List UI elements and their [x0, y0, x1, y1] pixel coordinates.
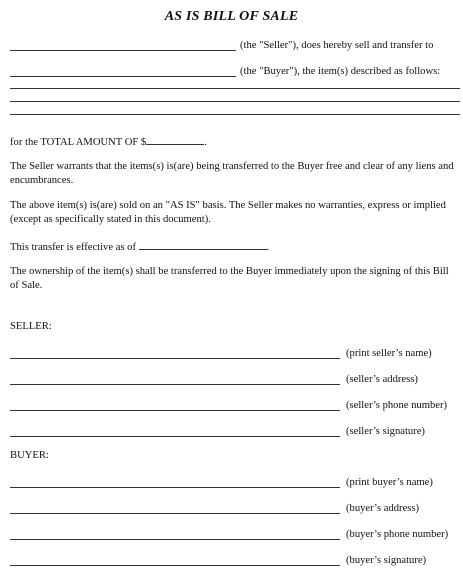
- seller-address-line[interactable]: [10, 384, 340, 385]
- effective-date-blank[interactable]: [139, 240, 267, 250]
- seller-phone-line[interactable]: [10, 410, 340, 411]
- ownership-paragraph: The ownership of the item(s) shall be transferred to the Buyer immediately upon the signing of this Bill of Sale.: [10, 266, 449, 291]
- seller-name-label: (print seller’s name): [346, 348, 432, 359]
- seller-line-suffix: (the "Seller"), does hereby sell and transfer to: [240, 40, 434, 51]
- warranty-paragraph: The Seller warrants that the items(s) is(are) being transferred to the Buyer free and clear of any liens and encumbrances.: [10, 161, 454, 186]
- buyer-name-blank[interactable]: [10, 76, 236, 77]
- buyer-phone-label: (buyer’s phone number): [346, 529, 449, 540]
- seller-heading: SELLER:: [10, 321, 52, 332]
- buyer-signature-line[interactable]: [10, 565, 340, 566]
- buyer-name-line[interactable]: [10, 487, 340, 488]
- buyer-signature-label: (buyer’s signature): [346, 555, 427, 566]
- total-amount-line: [10, 135, 207, 149]
- seller-signature-label: (seller’s signature): [346, 426, 425, 437]
- as-is-paragraph: The above item(s) is(are) sold on an "AS IS" basis. The Seller makes no warranties, express or implied (except as specifically stated in this document).: [10, 200, 446, 225]
- buyer-address-label: (buyer’s address): [346, 503, 420, 514]
- effective-date-suffix: .: [266, 242, 270, 253]
- total-amount-prefix: for the TOTAL AMOUNT OF $: [10, 137, 147, 148]
- item-description-line[interactable]: [10, 101, 460, 102]
- seller-signature-line[interactable]: [10, 436, 340, 437]
- effective-date-line: [10, 240, 269, 254]
- seller-name-blank[interactable]: [10, 50, 236, 51]
- buyer-address-line[interactable]: [10, 513, 340, 514]
- seller-address-label: (seller’s address): [346, 374, 418, 385]
- total-amount-blank[interactable]: [146, 135, 204, 145]
- buyer-heading: BUYER:: [10, 450, 49, 461]
- item-description-line[interactable]: [10, 88, 460, 89]
- seller-name-line[interactable]: [10, 358, 340, 359]
- buyer-name-label: (print buyer’s name): [346, 477, 433, 488]
- total-amount-suffix: .: [204, 137, 207, 148]
- seller-phone-label: (seller’s phone number): [346, 400, 448, 411]
- buyer-line-suffix: (the "Buyer"), the item(s) described as follows:: [240, 66, 441, 77]
- effective-date-prefix: This transfer is effective as of: [10, 242, 136, 253]
- buyer-phone-line[interactable]: [10, 539, 340, 540]
- item-description-line[interactable]: [10, 114, 460, 115]
- document-title: AS IS BILL OF SALE: [164, 9, 299, 24]
